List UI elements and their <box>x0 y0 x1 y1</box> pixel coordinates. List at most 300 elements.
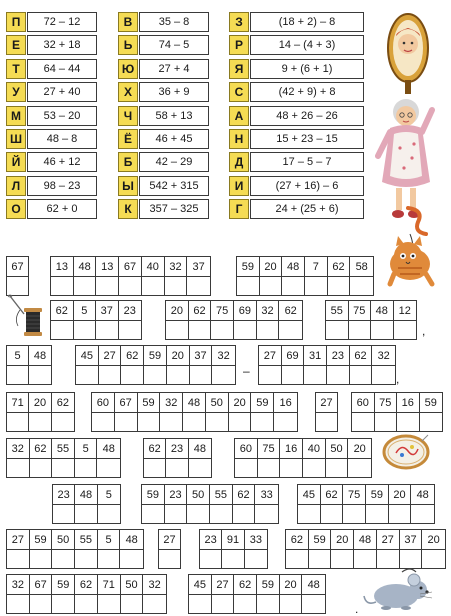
cell-divider <box>280 458 302 459</box>
cell-number: 62 <box>193 305 206 317</box>
cell-divider <box>92 412 114 413</box>
cell-divider <box>257 594 279 595</box>
cell-divider <box>121 594 143 595</box>
cell-divider <box>7 276 28 277</box>
answer-cell[interactable] <box>282 346 305 384</box>
answer-cell[interactable] <box>120 530 143 568</box>
cell-divider <box>349 320 371 321</box>
answer-cell[interactable] <box>210 485 233 523</box>
cell-divider <box>377 549 399 550</box>
cell-divider <box>96 276 118 277</box>
key-letter: Я <box>229 59 249 79</box>
cell-number: 27 <box>320 397 333 409</box>
cell-number: 27 <box>381 534 394 546</box>
key-expression: (27 + 16) – 6 <box>250 176 364 196</box>
cell-divider <box>366 504 388 505</box>
cell-number: 55 <box>214 489 227 501</box>
cell-divider <box>121 365 143 366</box>
cell-number: 32 <box>261 305 274 317</box>
answer-cell[interactable] <box>420 393 442 431</box>
answer-cell[interactable] <box>29 393 51 431</box>
answer-cell[interactable] <box>121 346 144 384</box>
answer-cell[interactable] <box>200 530 222 568</box>
cat-icon <box>384 204 442 290</box>
cell-number: 50 <box>330 443 343 455</box>
cell-number: 48 <box>187 397 201 409</box>
key-expression: (18 + 2) – 8 <box>250 12 364 32</box>
cell-divider <box>309 549 331 550</box>
cell-divider <box>200 549 221 550</box>
cell-divider <box>187 276 210 277</box>
answer-cell[interactable] <box>97 439 120 477</box>
answer-cell[interactable] <box>212 575 235 613</box>
answer-cell[interactable] <box>98 485 120 523</box>
answer-cell[interactable] <box>190 346 213 384</box>
answer-word <box>234 438 372 478</box>
answer-cell[interactable] <box>354 530 377 568</box>
answer-cell[interactable] <box>350 257 373 295</box>
cell-divider <box>282 365 304 366</box>
key-expression: 542 + 315 <box>139 176 209 196</box>
answer-cell[interactable] <box>280 439 303 477</box>
cell-divider <box>159 549 180 550</box>
cell-divider <box>187 504 209 505</box>
cell-number: 20 <box>233 397 246 409</box>
answer-cell[interactable] <box>51 301 74 339</box>
cell-number: 62 <box>290 534 303 546</box>
cell-number: 20 <box>427 534 440 546</box>
answer-cell[interactable] <box>30 439 53 477</box>
cell-number: 23 <box>57 489 70 501</box>
cell-number: 48 <box>416 489 429 501</box>
cell-number: 62 <box>148 443 161 455</box>
cell-number: 55 <box>79 534 92 546</box>
cell-divider <box>222 549 243 550</box>
cell-number: 20 <box>284 579 297 591</box>
cell-number: 5 <box>82 443 89 455</box>
answer-cell[interactable] <box>183 393 206 431</box>
answer-cell[interactable] <box>235 439 258 477</box>
key-letter: Т <box>6 59 26 79</box>
cell-divider <box>235 458 257 459</box>
answer-cell[interactable] <box>400 530 423 568</box>
answer-cell[interactable] <box>397 393 420 431</box>
cell-divider <box>237 276 259 277</box>
answer-cell[interactable] <box>372 346 395 384</box>
answer-cell[interactable] <box>394 301 416 339</box>
answer-cell[interactable] <box>7 530 30 568</box>
cell-number: 50 <box>192 489 205 501</box>
cell-divider <box>234 594 256 595</box>
answer-cell[interactable] <box>298 485 321 523</box>
cell-divider <box>303 458 325 459</box>
cell-number: 32 <box>169 261 182 273</box>
key-letter: Г <box>229 199 249 219</box>
answer-cell[interactable] <box>260 257 283 295</box>
key-expression: 64 – 44 <box>27 59 97 79</box>
answer-cell[interactable] <box>138 393 161 431</box>
cell-number: 5 <box>105 489 112 501</box>
answer-cell[interactable] <box>422 530 445 568</box>
answer-cell[interactable] <box>142 257 165 295</box>
cell-number: 75 <box>262 443 275 455</box>
key-expression: 35 – 8 <box>139 12 209 32</box>
cell-divider <box>144 458 165 459</box>
key-expression: 48 + 26 – 26 <box>250 106 364 126</box>
cell-divider <box>420 412 442 413</box>
answer-cell[interactable] <box>74 257 97 295</box>
answer-cell[interactable] <box>229 393 252 431</box>
answer-cell[interactable] <box>251 393 274 431</box>
cell-number: 67 <box>119 397 132 409</box>
cell-divider <box>98 504 120 505</box>
answer-cell[interactable] <box>30 575 53 613</box>
answer-word <box>52 484 121 524</box>
cell-number: 16 <box>279 397 292 409</box>
answer-cell[interactable] <box>144 346 167 384</box>
cell-divider <box>326 320 348 321</box>
cell-divider <box>97 458 120 459</box>
answer-cell[interactable] <box>377 530 400 568</box>
cell-divider <box>98 594 120 595</box>
cell-number: 62 <box>237 489 250 501</box>
answer-cell[interactable] <box>258 439 281 477</box>
answer-cell[interactable] <box>259 346 282 384</box>
key-letter: Ы <box>118 176 138 196</box>
cell-divider <box>30 594 52 595</box>
answer-cell[interactable] <box>222 530 244 568</box>
answer-cell[interactable] <box>187 257 210 295</box>
key-expression: 42 – 29 <box>139 152 209 172</box>
key-letter: Ч <box>118 106 138 126</box>
cell-divider <box>190 365 212 366</box>
answer-word <box>158 529 181 569</box>
key-expression: 62 + 0 <box>27 199 97 219</box>
cell-number: 7 <box>312 261 319 273</box>
key-expression: 27 + 4 <box>139 59 209 79</box>
cell-divider <box>165 276 187 277</box>
cell-divider <box>138 412 160 413</box>
answer-cell[interactable] <box>53 485 75 523</box>
answer-cell[interactable] <box>234 301 257 339</box>
answer-word <box>325 300 417 340</box>
cell-number: 62 <box>56 397 69 409</box>
answer-cell[interactable] <box>303 439 326 477</box>
cell-divider <box>52 458 74 459</box>
cell-divider <box>411 504 434 505</box>
cell-number: 60 <box>96 397 110 409</box>
cell-divider <box>286 549 308 550</box>
cell-number: 48 <box>79 489 93 501</box>
answer-cell[interactable] <box>366 485 389 523</box>
answer-word <box>6 256 29 296</box>
answer-cell[interactable] <box>282 257 305 295</box>
answer-word <box>199 529 268 569</box>
answer-cell[interactable] <box>119 257 142 295</box>
answer-word <box>6 345 52 385</box>
answer-cell[interactable] <box>160 393 183 431</box>
cell-divider <box>282 276 304 277</box>
answer-cell[interactable] <box>343 485 366 523</box>
cell-number: 59 <box>148 350 162 362</box>
key-letter: П <box>6 12 26 32</box>
cell-number: 50 <box>210 397 223 409</box>
answer-cell[interactable] <box>30 530 53 568</box>
answer-cell[interactable] <box>255 485 278 523</box>
answer-cell[interactable] <box>75 439 98 477</box>
answer-cell[interactable] <box>352 393 375 431</box>
answer-cell[interactable] <box>92 393 115 431</box>
cell-number: 62 <box>332 261 345 273</box>
cell-divider <box>189 320 211 321</box>
key-letter: В <box>118 12 138 32</box>
cell-number: 59 <box>34 534 47 546</box>
cell-number: 5 <box>105 534 112 546</box>
answer-cell[interactable] <box>348 439 371 477</box>
answer-cell[interactable] <box>166 301 189 339</box>
cell-divider <box>144 365 166 366</box>
cell-number: 27 <box>263 350 276 362</box>
answer-cell[interactable] <box>115 393 138 431</box>
answer-cell[interactable] <box>257 301 280 339</box>
cell-number: 32 <box>11 579 24 591</box>
key-letter: И <box>229 176 249 196</box>
answer-cell[interactable] <box>119 301 141 339</box>
answer-cell[interactable] <box>304 346 327 384</box>
cell-number: 62 <box>79 579 93 591</box>
cell-divider <box>75 504 96 505</box>
cell-number: 67 <box>11 261 24 273</box>
cell-number: 37 <box>404 534 417 546</box>
answer-cell[interactable] <box>51 257 74 295</box>
key-letter: Р <box>229 35 249 55</box>
cell-divider <box>189 458 211 459</box>
answer-cell[interactable] <box>75 575 98 613</box>
answer-cell[interactable] <box>159 530 180 568</box>
key-expression: 32 + 18 <box>27 35 97 55</box>
cell-number: 48 <box>102 443 115 455</box>
cell-divider <box>298 504 320 505</box>
answer-cell[interactable] <box>7 257 28 295</box>
answer-cell[interactable] <box>7 346 29 384</box>
key-expression: 74 – 5 <box>139 35 209 55</box>
answer-cell[interactable] <box>142 485 165 523</box>
cell-divider <box>352 412 374 413</box>
key-letter: Ю <box>118 59 138 79</box>
cell-number: 48 <box>287 261 300 273</box>
cell-number: 91 <box>226 534 240 546</box>
answer-cell[interactable] <box>52 439 75 477</box>
cell-number: 75 <box>216 305 229 317</box>
answer-cell[interactable] <box>206 393 229 431</box>
cell-number: 31 <box>309 350 322 362</box>
answer-word <box>6 529 144 569</box>
answer-cell[interactable] <box>237 257 260 295</box>
answer-word <box>6 574 167 614</box>
cell-number: 45 <box>302 489 315 501</box>
answer-cell[interactable] <box>76 346 99 384</box>
answer-cell[interactable] <box>166 439 188 477</box>
cell-number: 59 <box>256 397 269 409</box>
answer-cell[interactable] <box>7 439 30 477</box>
answer-cell[interactable] <box>144 439 166 477</box>
answer-cell[interactable] <box>167 346 190 384</box>
answer-cell[interactable] <box>189 301 212 339</box>
answer-cell[interactable] <box>305 257 328 295</box>
answer-cell[interactable] <box>321 485 344 523</box>
answer-cell[interactable] <box>121 575 144 613</box>
answer-cell[interactable] <box>257 575 280 613</box>
answer-cell[interactable] <box>96 257 119 295</box>
cell-number: 32 <box>377 350 390 362</box>
cell-number: 12 <box>398 305 411 317</box>
cell-number: 32 <box>217 350 230 362</box>
cell-number: 13 <box>55 261 68 273</box>
cell-divider <box>52 412 74 413</box>
cell-number: 27 <box>103 350 116 362</box>
answer-cell[interactable] <box>371 301 394 339</box>
cell-divider <box>52 549 74 550</box>
cell-divider <box>343 504 365 505</box>
key-expression: 15 + 23 – 15 <box>250 129 364 149</box>
answer-cell[interactable] <box>331 530 354 568</box>
answer-cell[interactable] <box>187 485 210 523</box>
embroidery-hoop-icon <box>382 433 430 471</box>
cell-divider <box>258 458 280 459</box>
cell-divider <box>183 412 205 413</box>
cell-divider <box>99 365 121 366</box>
answer-cell[interactable] <box>74 301 97 339</box>
answer-cell[interactable] <box>99 346 122 384</box>
cell-divider <box>350 276 373 277</box>
cell-number: 59 <box>370 489 383 501</box>
answer-cell[interactable] <box>302 575 325 613</box>
answer-cell[interactable] <box>375 393 398 431</box>
answer-cell[interactable] <box>411 485 434 523</box>
answer-cell[interactable] <box>279 301 302 339</box>
cell-number: 37 <box>192 261 205 273</box>
cell-divider <box>233 504 255 505</box>
answer-cell[interactable] <box>52 530 75 568</box>
answer-cell[interactable] <box>316 393 337 431</box>
answer-cell[interactable] <box>143 575 166 613</box>
punctuation-mark: , <box>422 324 426 338</box>
answer-cell[interactable] <box>349 301 372 339</box>
thread-spool-icon <box>6 292 46 342</box>
answer-cell[interactable] <box>211 301 234 339</box>
cell-divider <box>142 504 164 505</box>
cell-number: 62 <box>239 579 252 591</box>
cell-number: 20 <box>264 261 277 273</box>
cell-divider <box>397 412 419 413</box>
answer-cell[interactable] <box>165 257 188 295</box>
answer-cell[interactable] <box>52 393 74 431</box>
cell-divider <box>371 320 393 321</box>
answer-cell[interactable] <box>75 485 97 523</box>
key-letter: М <box>6 106 26 126</box>
answer-cell[interactable] <box>98 575 121 613</box>
key-expression: 17 – 5 – 7 <box>250 152 364 172</box>
key-expression: 46 + 12 <box>27 152 97 172</box>
cell-divider <box>375 412 397 413</box>
answer-cell[interactable] <box>7 575 30 613</box>
cell-divider <box>212 365 235 366</box>
answer-word <box>297 484 435 524</box>
key-letter: Ь <box>118 35 138 55</box>
answer-cell[interactable] <box>52 575 75 613</box>
answer-cell[interactable] <box>274 393 297 431</box>
cell-divider <box>206 412 228 413</box>
answer-cell[interactable] <box>98 530 121 568</box>
cell-number: 32 <box>11 443 24 455</box>
cell-number: 62 <box>325 489 338 501</box>
answer-cell[interactable] <box>96 301 119 339</box>
cell-number: 48 <box>78 261 91 273</box>
cell-number: 60 <box>239 443 252 455</box>
answer-cell[interactable] <box>326 301 349 339</box>
key-letter: Х <box>118 82 138 102</box>
answer-cell[interactable] <box>75 530 98 568</box>
answer-cell[interactable] <box>245 530 267 568</box>
cell-divider <box>354 549 376 550</box>
answer-cell[interactable] <box>7 393 29 431</box>
answer-cell[interactable] <box>328 257 351 295</box>
cell-number: 59 <box>57 579 70 591</box>
answer-cell[interactable] <box>165 485 188 523</box>
cell-number: 5 <box>81 305 88 317</box>
answer-cell[interactable] <box>189 439 211 477</box>
key-expression: 36 + 9 <box>139 82 209 102</box>
answer-cell[interactable] <box>327 346 350 384</box>
cell-divider <box>74 276 96 277</box>
cell-divider <box>166 320 188 321</box>
cell-divider <box>251 412 273 413</box>
cell-number: 62 <box>354 350 367 362</box>
cell-number: 69 <box>286 350 299 362</box>
cell-divider <box>304 365 326 366</box>
answer-cell[interactable] <box>189 575 212 613</box>
cell-divider <box>321 504 343 505</box>
answer-word <box>315 392 338 432</box>
cell-number: 75 <box>348 489 361 501</box>
cell-divider <box>30 458 52 459</box>
cell-divider <box>255 504 278 505</box>
answer-cell[interactable] <box>286 530 309 568</box>
cell-divider <box>115 412 137 413</box>
cell-divider <box>260 276 282 277</box>
answer-cell[interactable] <box>234 575 257 613</box>
cell-divider <box>52 594 74 595</box>
answer-cell[interactable] <box>212 346 235 384</box>
key-expression: 46 + 45 <box>139 129 209 149</box>
answer-cell[interactable] <box>309 530 332 568</box>
answer-cell[interactable] <box>29 346 51 384</box>
cell-number: 20 <box>170 305 183 317</box>
cell-number: 23 <box>331 350 344 362</box>
cell-divider <box>7 594 29 595</box>
answer-cell[interactable] <box>280 575 303 613</box>
key-letter: А <box>229 106 249 126</box>
answer-word <box>91 392 298 432</box>
answer-cell[interactable] <box>326 439 349 477</box>
answer-cell[interactable] <box>233 485 256 523</box>
answer-cell[interactable] <box>389 485 412 523</box>
cell-number: 27 <box>163 534 176 546</box>
cell-number: 59 <box>142 397 155 409</box>
answer-word <box>236 256 374 296</box>
answer-word <box>285 529 446 569</box>
answer-cell[interactable] <box>350 346 373 384</box>
